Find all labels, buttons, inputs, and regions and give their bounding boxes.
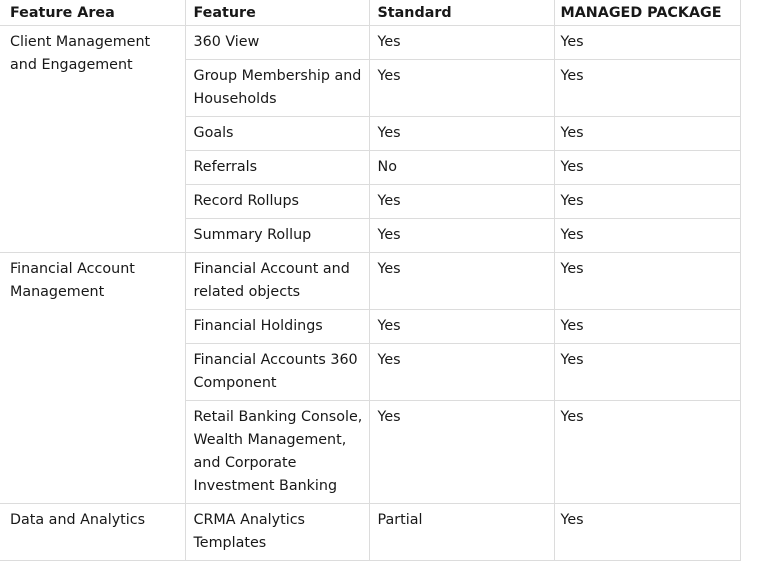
header-standard: Standard (369, 0, 554, 26)
managed-package-cell: Yes (554, 117, 740, 151)
managed-package-cell: Yes (554, 310, 740, 344)
header-managed-package: MANAGED PACKAGE (554, 0, 740, 26)
managed-package-cell: Yes (554, 185, 740, 219)
standard-cell: Yes (369, 117, 554, 151)
standard-cell: Yes (369, 310, 554, 344)
feature-area-cell: Client Management and Engagement (0, 26, 185, 253)
table-row (0, 504, 740, 561)
header-feature: Feature (185, 0, 369, 26)
standard-cell: Yes (369, 26, 554, 60)
managed-package-cell: Yes (554, 504, 740, 561)
feature-cell: CRMA Analytics Templates (185, 504, 369, 561)
managed-package-cell: Yes (554, 253, 740, 310)
managed-package-cell: Yes (554, 219, 740, 253)
managed-package-cell: Yes (554, 344, 740, 401)
feature-cell: Referrals (185, 151, 369, 185)
standard-cell: Yes (369, 185, 554, 219)
managed-package-cell: Yes (554, 151, 740, 185)
managed-package-cell: Yes (554, 60, 740, 117)
managed-package-cell: Yes (554, 401, 740, 504)
feature-cell: Group Membership and Households (185, 60, 369, 117)
feature-cell: Summary Rollup (185, 219, 369, 253)
feature-cell: Financial Account and related objects (185, 253, 369, 310)
feature-cell: Financial Holdings (185, 310, 369, 344)
feature-cell: Goals (185, 117, 369, 151)
standard-cell: Yes (369, 401, 554, 504)
header-feature-area: Feature Area (0, 0, 185, 26)
feature-cell: Financial Accounts 360 Component (185, 344, 369, 401)
table-row (0, 253, 740, 310)
feature-cell: Retail Banking Console, Wealth Management, and Corporate Investment Banking (185, 401, 369, 504)
standard-cell: Partial (369, 504, 554, 561)
standard-cell: Yes (369, 219, 554, 253)
feature-cell: 360 View (185, 26, 369, 60)
standard-cell: No (369, 151, 554, 185)
feature-area-cell: Financial Account Management (0, 253, 185, 504)
feature-area-cell: Data and Analytics (0, 504, 185, 561)
standard-cell: Yes (369, 344, 554, 401)
header-row (0, 0, 740, 26)
managed-package-cell: Yes (554, 26, 740, 60)
standard-cell: Yes (369, 253, 554, 310)
standard-cell: Yes (369, 60, 554, 117)
feature-cell: Record Rollups (185, 185, 369, 219)
table-row (0, 26, 740, 60)
